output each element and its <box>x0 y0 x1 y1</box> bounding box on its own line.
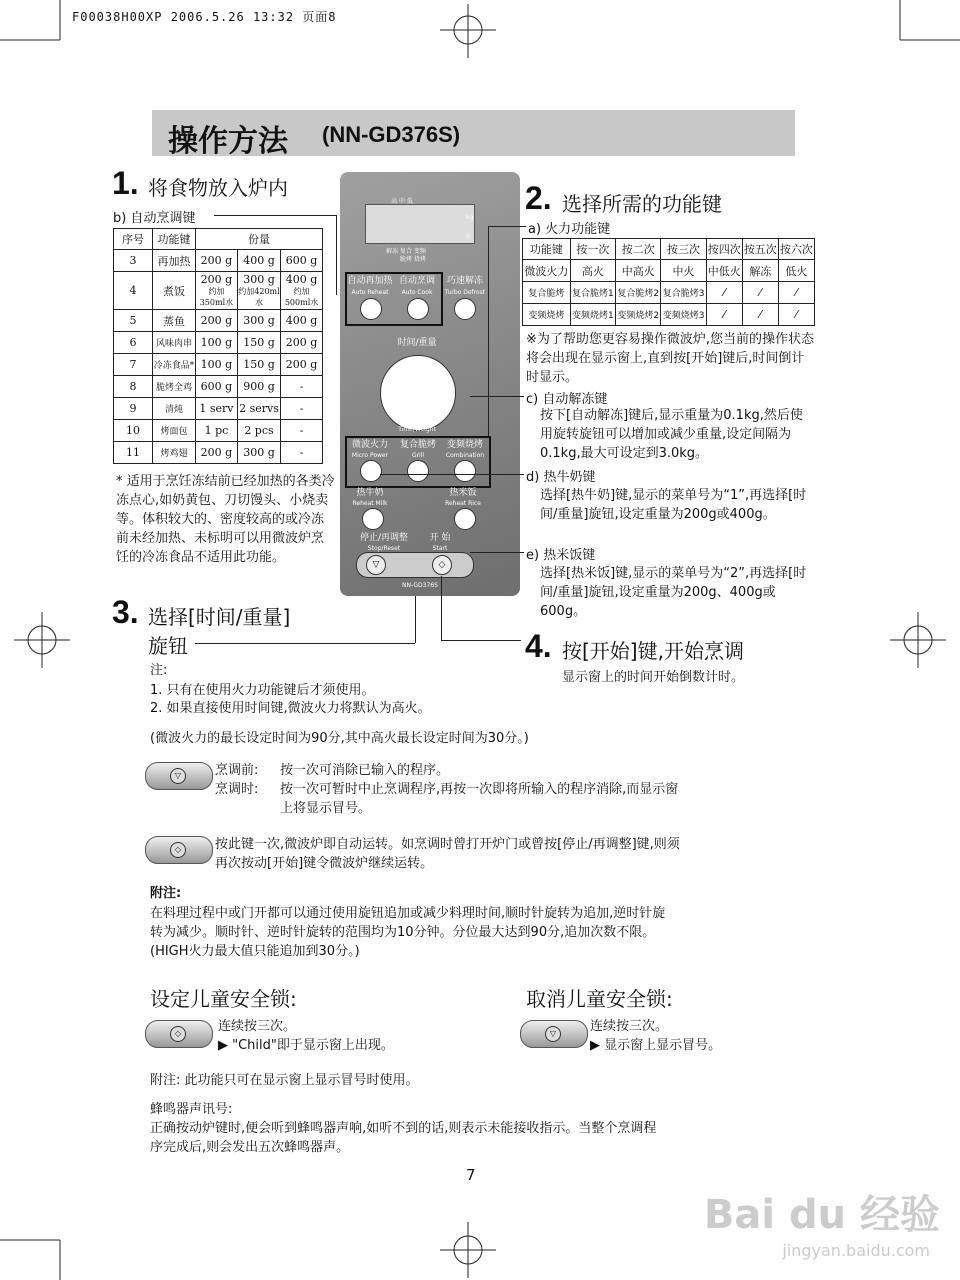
reheat-rice-label-en: Reheat Rice <box>445 500 481 507</box>
leader-line <box>470 552 524 553</box>
stop-icon: ▽ <box>170 768 186 784</box>
table-cell: 6 <box>114 332 153 354</box>
table-cell: 中低火 <box>706 260 742 282</box>
table-cell: - <box>281 442 323 464</box>
auto-cook-label-en: Auto Cook <box>401 289 433 296</box>
model-number: (NN-GD376S) <box>322 122 461 147</box>
step4-subtext: 显示窗上的时间开始倒数计时。 <box>562 670 745 685</box>
table-cell-blank: ⁄ <box>742 282 778 304</box>
rice-text: 选择[热米饭]键,显示的菜单号为“2”,再选择[时间/重量]旋钮,设定重量为200g、400g或600g。 <box>540 566 807 619</box>
stop-reset-label: 停止/再调整 <box>359 533 409 543</box>
table-cell: 变频烧烤1 <box>570 304 615 326</box>
step3-text: 选择[时间/重量] <box>148 605 291 629</box>
table-cell: 烤面包 <box>153 420 196 442</box>
table-cell <box>196 272 238 310</box>
auto-cook-label: 自动烹调 <box>398 276 435 286</box>
leader-line <box>214 215 336 216</box>
baidu-watermark-url: jingyan.baidu.com <box>782 1241 930 1260</box>
stop-reset-button[interactable] <box>366 555 386 575</box>
step1-text: 将食物放入炉内 <box>148 176 288 200</box>
table-cell <box>281 272 323 310</box>
table-cell: 清炖 <box>153 398 196 420</box>
table-cell: 200 g <box>281 354 323 376</box>
table-cell: 400 g <box>237 250 280 272</box>
table-cell: 中火 <box>661 260 706 282</box>
stop-during-label: 烹调时: <box>215 782 259 797</box>
table-cell: 脆烤全鸡 <box>153 376 196 398</box>
table-cell: 高火 <box>570 260 615 282</box>
table-header: 序号 <box>114 229 153 250</box>
grill-button[interactable] <box>407 460 429 482</box>
table-cell: 复合脆烤2 <box>616 282 661 304</box>
turbo-defrost-button[interactable] <box>454 298 476 320</box>
table-header: 按六次 <box>778 239 814 260</box>
micro-power-button[interactable] <box>360 460 382 482</box>
stop-during-text-2: 上将显示冒号。 <box>280 801 372 816</box>
power-label: a) 火力功能键 <box>528 222 611 237</box>
baidu-watermark-logo: Bai du 经验 <box>703 1192 940 1238</box>
reheat-milk-label: 热牛奶 <box>356 488 384 498</box>
lock-note: 附注: 此功能只可在显示窗上显示冒号时使用。 <box>150 1073 419 1088</box>
lock-cancel-button-illustration <box>520 1020 588 1048</box>
table-cell: 200 g <box>196 250 238 272</box>
table-cell <box>237 272 280 310</box>
reheat-rice-label: 热米饭 <box>449 488 477 498</box>
table-cell-blank: ⁄ <box>706 304 742 326</box>
table-cell: 复合脆烤1 <box>570 282 615 304</box>
table-cell: 烤鸡翅 <box>153 442 196 464</box>
stop-reset-button-illustration <box>145 762 213 790</box>
cell-note: 约加420ml水 <box>238 287 280 307</box>
step1-number: 1. <box>112 165 139 201</box>
power-table <box>522 238 815 326</box>
leader-line <box>488 226 526 227</box>
table-cell-blank: ⁄ <box>778 282 814 304</box>
table-cell: 变频烧烤3 <box>661 304 706 326</box>
stop-during-text: 按一次可暂时中止烹调程序,再按一次即将所输入的程序消除,而显示窗 <box>280 782 679 797</box>
table-cell: 变频烧烤 <box>523 304 571 326</box>
step3-text-line2: 旋钮 <box>148 634 188 658</box>
display-modes-2: 脆烤 烧烤 <box>400 256 426 263</box>
table-cell: 100 g <box>196 354 238 376</box>
start-icon: ◇ <box>170 842 186 858</box>
note-2: 2. 如果直接使用时间键,微波火力将默认为高火。 <box>150 701 431 716</box>
start-label: 开 始 <box>429 533 451 543</box>
stop-icon: ▽ <box>372 560 380 570</box>
table-header: 按三次 <box>661 239 706 260</box>
table-header: 功能键 <box>153 229 196 250</box>
defrost-label: c) 自动解冻键 <box>526 392 608 407</box>
start-button-illustration <box>145 836 213 864</box>
table-cell: 风味肉串 <box>153 332 196 354</box>
start-text-2: 再次按动[开始]键令微波炉继续运转。 <box>215 856 434 871</box>
table-cell-blank: ⁄ <box>778 304 814 326</box>
table-cell: 100 g <box>196 332 238 354</box>
stop-reset-label-en: Stop/Reset <box>367 545 401 552</box>
page-number: 7 <box>466 1166 476 1184</box>
milk-text: 选择[热牛奶]键,显示的菜单号为“1”,再选择[时间/重量]旋钮,设定重量为200g或400g。 <box>540 488 807 522</box>
table-header: 按一次 <box>570 239 615 260</box>
table-cell: - <box>281 376 323 398</box>
step4-number: 4. <box>525 628 552 664</box>
table-cell: 10 <box>114 420 153 442</box>
stop-before-text: 按一次可消除已输入的程序。 <box>280 763 450 778</box>
reheat-rice-button[interactable] <box>454 508 476 530</box>
table-cell: 8 <box>114 376 153 398</box>
combination-label: 变频烧烤 <box>446 440 483 450</box>
lock-cancel-text-2: ▶ 显示窗上显示冒号。 <box>590 1038 722 1053</box>
table-header: 按二次 <box>616 239 661 260</box>
note-3: (微波火力的最长设定时间为90分,其中高火最长设定时间为30分。) <box>150 731 529 746</box>
addnote-2: 转为减少。顺时针、逆时针旋转的范围均为10分钟。分位最大达到90分,追加次数不限。 <box>150 925 656 940</box>
table-cell: - <box>281 420 323 442</box>
display-g: g <box>466 232 470 239</box>
turbo-defrost-label: 巧速解冻 <box>446 276 483 286</box>
grill-label: 复合脆烤 <box>399 440 436 450</box>
stop-before-label: 烹调前: <box>215 763 259 778</box>
reheat-milk-label-en: Reheat Milk <box>352 500 388 507</box>
table-cell: 11 <box>114 442 153 464</box>
panel-model: NN-GD376S <box>402 582 438 589</box>
cell-value: 400 g <box>285 273 318 286</box>
display-modes: 解冻 复合 变频 <box>386 248 426 255</box>
start-label-en: Start <box>432 545 448 552</box>
step2-number: 2. <box>525 180 552 216</box>
dial-label-en: Time/Weight <box>398 426 436 433</box>
table-cell: 400 g <box>281 310 323 332</box>
micro-power-label-en: Micro Power <box>351 452 389 459</box>
table-header: 份量 <box>196 229 323 250</box>
table-header: 按五次 <box>742 239 778 260</box>
table-cell: 煮饭 <box>153 272 196 310</box>
table-cell: 7 <box>114 354 153 376</box>
lock-cancel-title: 取消儿童安全锁: <box>526 987 673 1011</box>
milk-label: d) 热牛奶键 <box>526 470 596 485</box>
table-cell: 复合脆烤 <box>523 282 571 304</box>
table-header: 按四次 <box>706 239 742 260</box>
table-cell: 变频烧烤2 <box>616 304 661 326</box>
start-icon: ◇ <box>170 1026 186 1042</box>
table-cell: 2 servs <box>237 398 280 420</box>
leader-line <box>336 215 337 295</box>
lock-cancel-text-1: 连续按三次。 <box>590 1019 669 1034</box>
auto-reheat-label: 自动再加热 <box>347 276 393 286</box>
auto-cook-label: b) 自动烹调键 <box>113 211 196 226</box>
table-cell: 解冻 <box>742 260 778 282</box>
dial-label: 时间/重量 <box>397 338 437 348</box>
table-cell: 蒸鱼 <box>153 310 196 332</box>
table-cell: 微波火力 <box>523 260 571 282</box>
leader-line <box>441 576 442 640</box>
combination-label-en: Combination <box>445 452 485 459</box>
table-cell: 9 <box>114 398 153 420</box>
micro-power-label: 微波火力 <box>351 440 388 450</box>
lock-set-text-2: ▶ "Child"即于显示窗上出现。 <box>218 1038 394 1053</box>
table-cell: 再加热 <box>153 250 196 272</box>
defrost-text: 按下[自动解冻]键后,显示重量为0.1kg,然后使用旋转旋钮可以增加或减少重量,设定间隔为0.1kg,最大可设定到3.0kg。 <box>540 408 803 461</box>
table-cell: 600 g <box>281 250 323 272</box>
auto-reheat-label-en: Auto Reheat <box>351 289 389 296</box>
start-text-1: 按此键一次,微波炉即自动运转。如烹调时曾打开炉门或曾按[停止/再调整]键,则须 <box>215 837 680 852</box>
turbo-defrost-label-en: Turbo Defrost <box>444 289 486 296</box>
table-cell-blank: ⁄ <box>706 282 742 304</box>
addnote-head: 附注: <box>150 886 182 901</box>
lock-set-button-illustration <box>145 1020 213 1048</box>
leader-line <box>488 226 489 436</box>
table-cell: 复合脆烤3 <box>661 282 706 304</box>
leader-line <box>380 474 524 475</box>
step4-text: 按[开始]键,开始烹调 <box>562 639 744 663</box>
cell-value: 300 g <box>243 273 275 286</box>
table-cell-blank: ⁄ <box>742 304 778 326</box>
page-title: 操作方法 <box>168 124 288 159</box>
table-cell: 1 serv <box>196 398 238 420</box>
addnote-1: 在料理过程中或门开都可以通过使用旋钮追加或减少料理时间,顺时针旋转为追加,逆时针旋 <box>150 906 666 921</box>
addnote-3: (HIGH火力最大值只能追加到30分。) <box>150 944 360 959</box>
step3-number: 3. <box>112 594 139 630</box>
table-cell: 1 pc <box>196 420 238 442</box>
auto-cook-table <box>113 228 323 464</box>
table-cell: 900 g <box>237 376 280 398</box>
frozen-food-footnote: * 适用于烹饪冻结前已经加热的各类冷冻点心,如奶黄包、刀切馒头、小烧卖等。体积较大的、密度较高的或冷冻前未经加热、未标明可以用微波炉烹饪的冷冻食品不适用此功能。 <box>116 474 335 565</box>
time-weight-dial[interactable] <box>380 355 456 431</box>
table-cell: 低火 <box>778 260 814 282</box>
table-cell: 300 g <box>237 442 280 464</box>
table-cell: 150 g <box>237 332 280 354</box>
table-cell: 4 <box>114 272 153 310</box>
cell-value: 200 g <box>200 273 233 286</box>
leader-line <box>441 640 521 641</box>
note-1: 1. 只有在使用火力功能键后才须使用。 <box>150 683 375 698</box>
lock-set-title: 设定儿童安全锁: <box>150 987 297 1011</box>
auto-reheat-button[interactable] <box>360 298 382 320</box>
start-button[interactable] <box>432 555 452 575</box>
table-cell: 300 g <box>237 310 280 332</box>
cell-note: 约加350ml水 <box>199 287 234 307</box>
lock-set-text-1: 连续按三次。 <box>218 1019 297 1034</box>
leader-line <box>195 643 415 644</box>
reheat-milk-button[interactable] <box>362 508 384 530</box>
table-cell: - <box>281 398 323 420</box>
table-cell: 5 <box>114 310 153 332</box>
auto-cook-button[interactable] <box>407 298 429 320</box>
step2-text: 选择所需的功能键 <box>562 192 722 216</box>
cell-note: 约加500ml水 <box>284 287 319 307</box>
table-header: 功能键 <box>523 239 571 260</box>
table-cell: 600 g <box>196 376 238 398</box>
display-power-levels: 高 中 低 <box>391 198 413 205</box>
grill-label-en: Grill <box>411 452 425 459</box>
table-cell: 200 g <box>196 442 238 464</box>
table-cell: 200 g <box>196 310 238 332</box>
leader-line <box>470 396 524 397</box>
rice-label: e) 热米饭键 <box>526 548 596 563</box>
display-kg: kg <box>466 214 474 221</box>
notes-head: 注: <box>150 663 168 678</box>
combination-button[interactable] <box>454 460 476 482</box>
start-icon: ◇ <box>438 560 446 570</box>
buzzer-text-2: 序完成后,则会发出五次蜂鸣器声。 <box>150 1140 350 1155</box>
power-note: ※为了帮助您更容易操作微波炉,您当前的操作状态将会出现在显示窗上,直到按[开始]键后,时间倒计时显示。 <box>526 332 815 385</box>
table-cell: 2 pcs <box>237 420 280 442</box>
table-cell: 200 g <box>281 332 323 354</box>
display-window <box>365 204 475 244</box>
buzzer-head: 蜂鸣器声讯号: <box>150 1102 233 1117</box>
stop-icon: ▽ <box>545 1026 561 1042</box>
print-header: F00038H00XP 2006.5.26 13:32 页面8 <box>72 10 337 24</box>
table-cell: 150 g <box>237 354 280 376</box>
buzzer-text-1: 正确按动炉键时,便会听到蜂鸣器声响,如听不到的话,则表示未能接收指示。当整个烹调程 <box>150 1121 657 1136</box>
table-cell: 中高火 <box>616 260 661 282</box>
table-cell: 冷冻食品* <box>153 354 196 376</box>
table-cell: 3 <box>114 250 153 272</box>
